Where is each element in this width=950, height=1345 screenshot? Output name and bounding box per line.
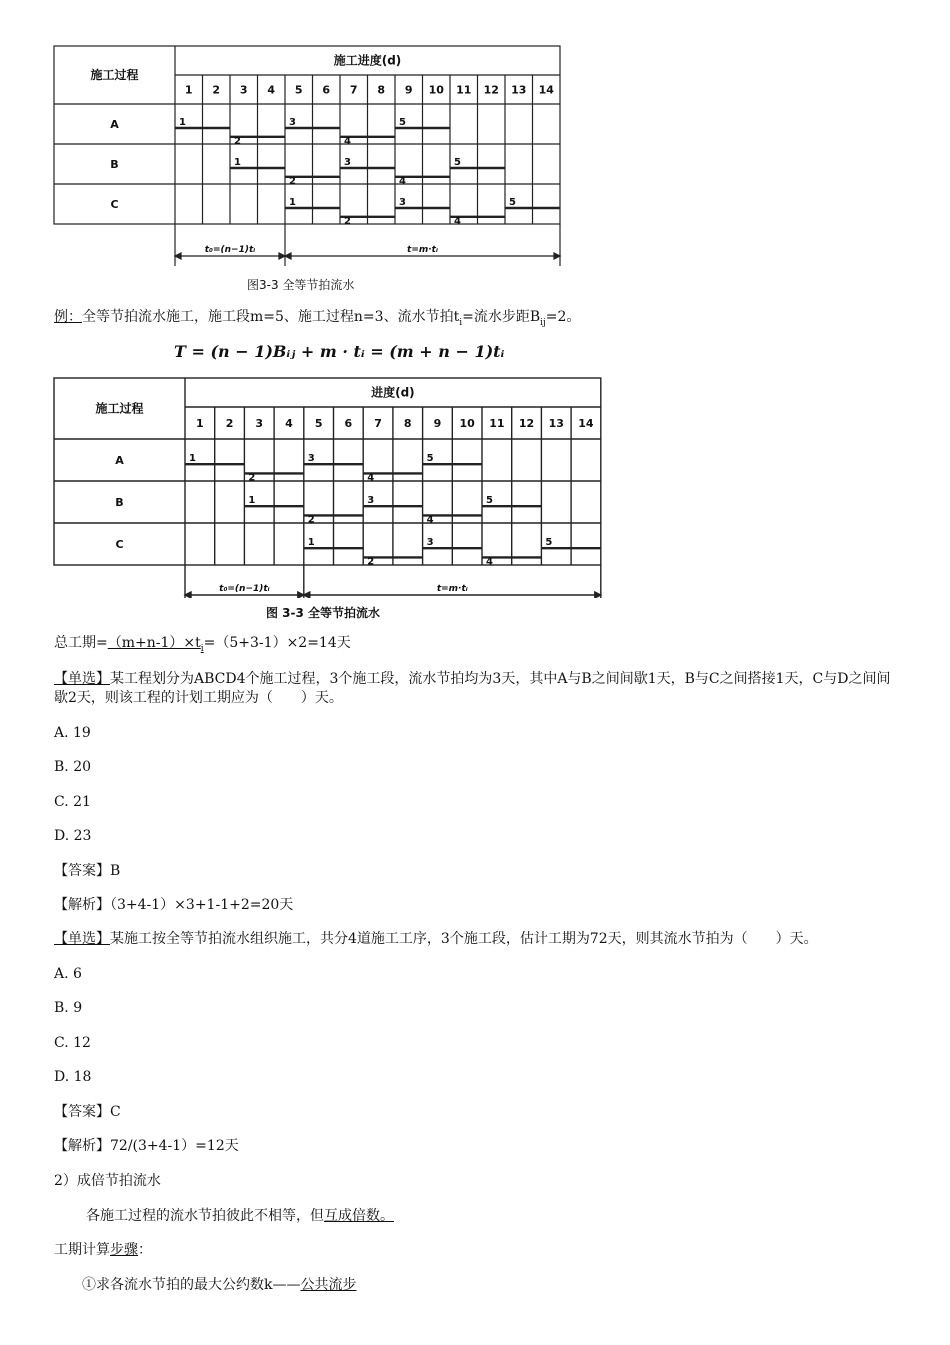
day-label: 11 [489, 417, 505, 430]
section-desc [86, 1207, 394, 1225]
day-label: 13 [511, 83, 527, 97]
schedule-chart-2 [52, 376, 604, 598]
q2-answer-tag: 【答案】 [54, 1104, 110, 1120]
header-progress: 施工进度(d) [333, 53, 402, 68]
example-text-end: =2。 [545, 309, 581, 325]
section-desc-underlined: 互成倍数。 [324, 1208, 394, 1224]
dimension-arrow [175, 253, 181, 259]
row-label-C: C [115, 538, 124, 551]
day-label: 1 [184, 83, 193, 97]
dimension-arrow [595, 592, 601, 598]
dimension-arrow [185, 592, 191, 598]
chart1-caption: 图3-3 全等节拍流水 [247, 278, 355, 292]
stage-label: 1 [234, 157, 241, 168]
dim-right-label: t=m·tᵢ [436, 584, 468, 594]
row-label-B: B [110, 158, 119, 171]
total-label: 总工期= [54, 635, 108, 651]
total-duration [54, 634, 351, 658]
row-label-A: A [110, 118, 119, 131]
day-label: 13 [548, 417, 564, 430]
stage-label: 5 [486, 495, 493, 507]
dim-left-label: t₀=(n−1)tᵢ [219, 584, 270, 594]
stage-label: 1 [307, 537, 315, 549]
day-label: 14 [538, 83, 554, 97]
q2-answer [54, 1103, 121, 1121]
q1-option-b: B. 20 [54, 759, 92, 775]
stage-label: 3 [399, 197, 406, 208]
dimension-arrow [554, 253, 560, 259]
q2-option-d: D. 18 [54, 1069, 92, 1085]
q1-answer [54, 862, 120, 880]
stage-label: 1 [179, 117, 186, 128]
header-process: 施工过程 [90, 68, 139, 82]
total-sub-i: i [200, 643, 204, 654]
example-line [54, 308, 580, 332]
day-label: 6 [344, 417, 353, 430]
dimension-arrow [285, 253, 291, 259]
q2-text: 某施工按全等节拍流水组织施工，共分4道施工工序，3个施工段，估计工期为72天，则其流水节拍为（ ）天。 [110, 931, 818, 947]
day-label: 2 [212, 83, 221, 97]
day-label: 7 [349, 83, 358, 97]
q2-analysis-text: 72/(3+4-1）=12天 [110, 1138, 239, 1154]
stage-label: 2 [289, 175, 296, 187]
dim-left-label: t₀=(n−1)tᵢ [204, 245, 256, 255]
q2-option-a: A. 6 [54, 966, 82, 982]
header-progress: 进度(d) [371, 385, 415, 400]
q2-option-c: C. 12 [54, 1035, 91, 1051]
day-label: 3 [239, 83, 248, 97]
example-sub-ij: ij [540, 317, 546, 328]
formula-period: T = (n − 1)Bᵢⱼ + m · tᵢ = (m + n − 1)tᵢ [174, 342, 505, 361]
row-label-B: B [115, 496, 124, 509]
q1-analysis-tag: 【解析】 [54, 897, 110, 913]
total-formula: （m+n-1）×t [107, 635, 201, 651]
day-label: 2 [225, 417, 234, 430]
stage-label: 5 [454, 157, 461, 168]
day-label: 14 [578, 417, 594, 430]
stage-label: 1 [289, 197, 296, 208]
stage-label: 5 [399, 117, 406, 128]
schedule-chart-1 [50, 42, 570, 300]
steps-prefix: 工期计算 [54, 1242, 110, 1258]
section-title: 2）成倍节拍流水 [54, 1173, 161, 1189]
q1-option-a: A. 19 [54, 725, 91, 741]
stage-label: 1 [189, 453, 196, 465]
q1-analysis [54, 896, 293, 914]
chart2-labels [95, 385, 593, 595]
day-label: 8 [377, 83, 386, 97]
stage-label: 4 [344, 135, 351, 147]
q2-option-b: B. 9 [54, 1000, 83, 1016]
question-1 [54, 670, 894, 708]
q2-tag: 【单选】 [54, 931, 110, 947]
stage-label: 2 [307, 514, 315, 526]
q2-analysis-tag: 【解析】 [54, 1138, 110, 1154]
q2-answer-value: C [110, 1104, 121, 1120]
stage-label: 4 [399, 175, 406, 187]
day-label: 6 [322, 83, 331, 97]
stage-label: 5 [509, 197, 516, 208]
stage-label: 2 [344, 215, 351, 227]
day-label: 3 [255, 417, 264, 430]
header-process: 施工过程 [95, 401, 144, 416]
step1-underlined: 公共流步 [300, 1277, 357, 1293]
day-label: 4 [267, 83, 276, 97]
day-label: 7 [374, 417, 382, 430]
q1-answer-value: B [110, 863, 121, 879]
stage-label: 4 [367, 472, 375, 484]
steps-heading [54, 1241, 152, 1259]
example-text-mid: =流水步距B [462, 309, 541, 325]
q1-tag: 【单选】 [54, 671, 110, 687]
chart2-caption: 图 3-3 全等节拍流水 [266, 606, 381, 620]
stage-label: 5 [426, 453, 434, 465]
q1-answer-tag: 【答案】 [54, 863, 110, 879]
stage-label: 2 [367, 556, 375, 568]
question-2 [54, 930, 818, 948]
q1-text: 某工程划分为ABCD4个施工过程，3个施工段，流水节拍均为3天，其中A与B之间间歇1天，B与C之间搭接1天，C与D之间间歇2天，则该工程的计划工期应为（ ）天。 [54, 671, 891, 706]
stage-label: 3 [344, 157, 351, 168]
q1-option-c: C. 21 [54, 794, 91, 810]
total-result: =（5+3-1）×2=14天 [203, 635, 351, 651]
q2-analysis [54, 1137, 239, 1155]
stage-label: 3 [289, 117, 296, 128]
steps-underlined: 步骤 [110, 1242, 138, 1258]
row-label-A: A [115, 454, 124, 467]
step1-text: ①求各流水节拍的最大公约数k—— [82, 1277, 301, 1293]
dim-right-label: t=m·tᵢ [407, 245, 438, 255]
example-text: 全等节拍流水施工，施工段m=5、施工过程n=3、流水节拍t [82, 309, 460, 325]
day-label: 10 [459, 417, 475, 430]
stage-label: 4 [426, 514, 434, 526]
stage-label: 1 [248, 495, 256, 507]
dimension-arrow [304, 592, 310, 598]
q1-option-d: D. 23 [54, 828, 92, 844]
stage-label: 2 [248, 472, 256, 484]
stage-label: 3 [367, 495, 375, 507]
stage-label: 4 [454, 215, 461, 227]
chart1-labels [90, 53, 554, 256]
day-label: 5 [294, 83, 303, 97]
day-label: 10 [428, 83, 444, 97]
stage-label: 2 [234, 135, 241, 147]
stage-label: 3 [426, 537, 434, 549]
day-label: 9 [404, 83, 413, 97]
day-label: 9 [433, 417, 442, 430]
stage-label: 3 [307, 453, 315, 465]
day-label: 8 [403, 417, 412, 430]
q1-analysis-text: （3+4-1）×3+1-1+2=20天 [110, 897, 294, 913]
day-label: 4 [285, 417, 293, 430]
section-desc-text: 各施工过程的流水节拍彼此不相等，但 [86, 1208, 324, 1224]
steps-colon: ： [138, 1242, 152, 1258]
stage-label: 5 [545, 537, 553, 549]
step-1 [82, 1276, 356, 1294]
row-label-C: C [110, 198, 119, 211]
day-label: 1 [196, 417, 204, 430]
example-prefix: 例： [54, 309, 82, 325]
day-label: 12 [518, 417, 535, 430]
example-sub-i: i [459, 317, 463, 328]
day-label: 12 [483, 83, 499, 97]
day-label: 11 [456, 83, 472, 97]
day-label: 5 [314, 417, 323, 430]
stage-label: 4 [486, 556, 493, 568]
